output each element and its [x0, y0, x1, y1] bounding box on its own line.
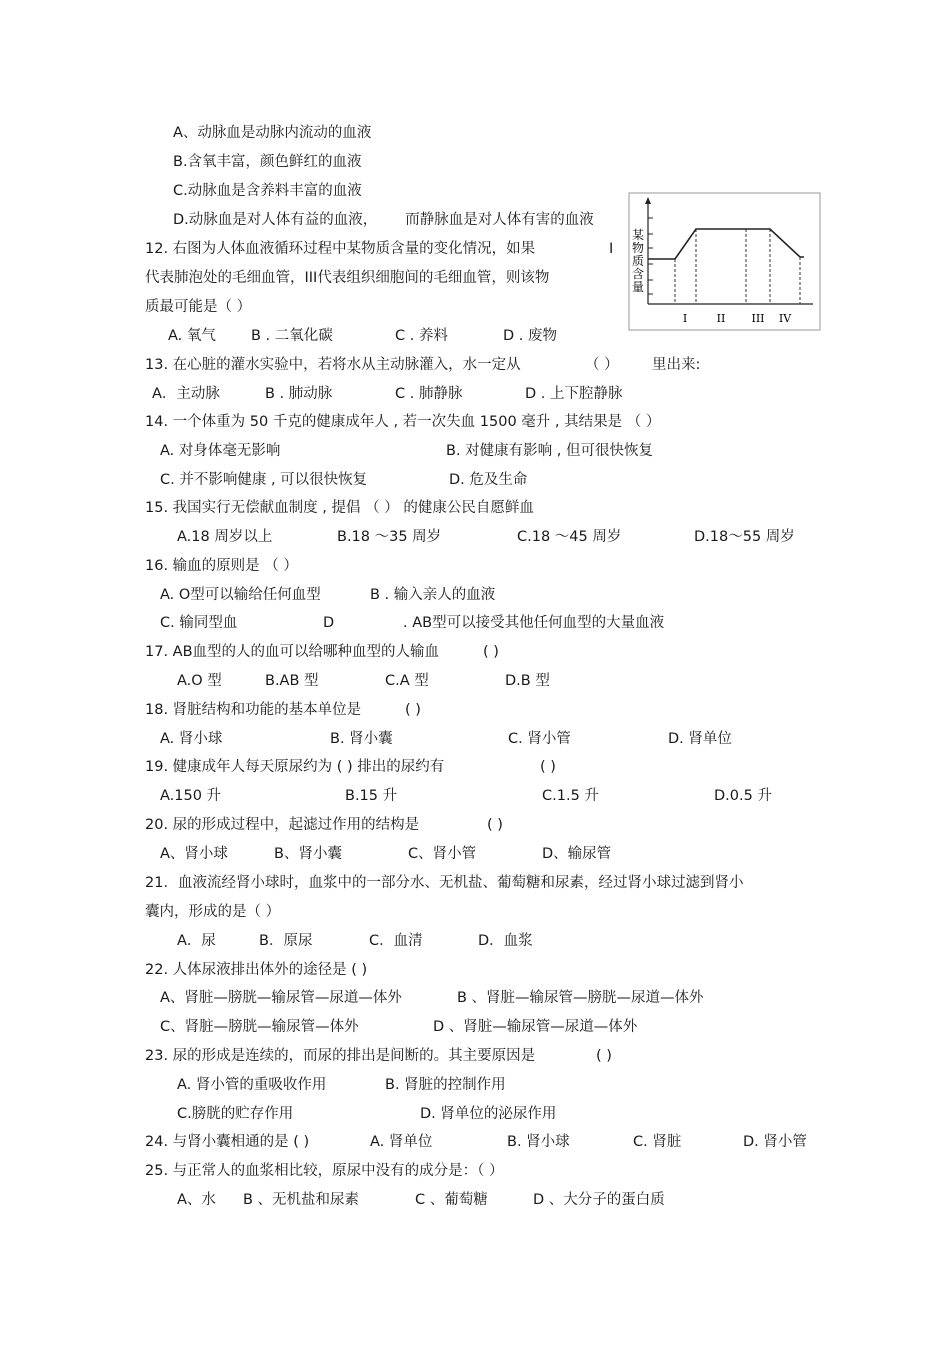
q22-option-b: B 、肾脏—输尿管—膀胱—尿道—体外	[457, 990, 704, 1006]
y-axis-label-char: 含	[631, 267, 645, 281]
q12-option-a: A. 氧气	[168, 328, 216, 344]
q20-option-c: C、肾小管	[408, 846, 477, 862]
q13-stem: 13. 在心脏的灌水实验中，若将水从主动脉灌入，水一定从	[145, 357, 521, 373]
q21-option-b: B．原尿	[259, 933, 313, 949]
q14-option-b: B. 对健康有影响 , 但可很快恢复	[446, 443, 653, 459]
q18-option-c: C. 肾小管	[508, 731, 571, 747]
q15-option-c: C.18 ～45 周岁	[517, 529, 622, 545]
substance-curve	[648, 229, 804, 259]
q23-option-c: C.膀胱的贮存作用	[177, 1106, 294, 1122]
q17-option-c: C.A 型	[385, 673, 429, 689]
q16-stem: 16. 输血的原则是 （ ）	[145, 558, 298, 574]
substance-level-graph	[628, 192, 822, 332]
q22-option-c: C、肾脏—膀胱—输尿管—体外	[160, 1019, 359, 1035]
q23-option-a: A. 肾小管的重吸收作用	[177, 1077, 327, 1093]
q18-option-a: A. 肾小球	[160, 731, 223, 747]
q16-option-a: A. O型可以输给任何血型	[160, 587, 321, 603]
q15-option-b: B.18 ～35 周岁	[337, 529, 442, 545]
q23-option-b: B. 肾脏的控制作用	[385, 1077, 506, 1093]
y-axis-label-char: 某	[631, 228, 645, 242]
q25-option-d: D 、大分子的蛋白质	[533, 1192, 665, 1208]
q24-option-b: B. 肾小球	[507, 1134, 570, 1150]
q16-option-b: B . 输入亲人的血液	[370, 587, 496, 603]
region-label-1: I	[682, 312, 688, 325]
q11-option-a: A、动脉血是动脉内流动的血液	[173, 125, 372, 141]
q18-answer-paren: ( )	[405, 702, 421, 718]
q16-option-d-text: . AB型可以接受其他任何血型的大量血液	[403, 615, 665, 631]
q21-stem-line2: 囊内，形成的是（ ）	[145, 904, 281, 920]
q15-stem: 15. 我国实行无偿献血制度 , 提倡 （ ） 的健康公民自愿鲜血	[145, 500, 534, 516]
q17-stem: 17. AB血型的人的血可以给哪种血型的人输血	[145, 644, 440, 660]
q24-option-a: A. 肾单位	[370, 1134, 433, 1150]
q25-stem: 25. 与正常人的血浆相比较，原尿中没有的成分是：（ ）	[145, 1163, 504, 1179]
q19-option-b: B.15 升	[345, 788, 398, 804]
q21-option-a: A．尿	[177, 933, 216, 949]
q12-option-d: D . 废物	[503, 328, 557, 344]
q17-option-b: B.AB 型	[265, 673, 319, 689]
q22-option-d: D 、肾脏—输尿管—尿道—体外	[433, 1019, 638, 1035]
q12-option-b: B . 二氧化碳	[251, 328, 333, 344]
q25-option-a: A、水	[177, 1192, 216, 1208]
q13-option-c: C . 肺静脉	[395, 386, 463, 402]
y-axis-label	[632, 228, 644, 294]
region-label-3: III	[751, 312, 765, 325]
q19-stem: 19. 健康成年人每天原尿约为 ( ) 排出的尿约有	[145, 759, 445, 775]
q11-option-d-part1: D.动脉血是对人体有益的血液，	[173, 212, 378, 228]
q12-stem-line2: 代表肺泡处的毛细血管，III代表组织细胞间的毛细血管，则该物	[145, 270, 550, 286]
q12-stem-line1-tail: I	[609, 241, 614, 257]
q17-answer-paren: ( )	[483, 644, 499, 660]
q25-option-b: B 、无机盐和尿素	[243, 1192, 360, 1208]
q15-option-a: A.18 周岁以上	[177, 529, 273, 545]
y-axis-label-char: 质	[631, 254, 645, 268]
region-label-4: IV	[778, 312, 792, 325]
region-label-2: II	[716, 312, 726, 325]
q21-stem-line1: 21．血液流经肾小球时，血浆中的一部分水、无机盐、葡萄糖和尿素，经过肾小球过滤到肾小	[145, 875, 744, 891]
q14-option-d: D. 危及生命	[449, 472, 528, 488]
q18-option-b: B. 肾小囊	[330, 731, 393, 747]
q19-option-c: C.1.5 升	[542, 788, 599, 804]
q24-option-d: D. 肾小管	[743, 1134, 807, 1150]
q18-option-d: D. 肾单位	[668, 731, 732, 747]
q20-stem: 20. 尿的形成过程中，起滤过作用的结构是	[145, 817, 420, 833]
q14-option-a: A. 对身体毫无影响	[160, 443, 281, 459]
q13-stem-tail: 里出来:	[652, 357, 701, 373]
q22-stem: 22. 人体尿液排出体外的途径是 ( )	[145, 962, 368, 978]
q11-option-c: C.动脉血是含养料丰富的血液	[173, 183, 362, 199]
q20-option-d: D、输尿管	[542, 846, 612, 862]
q12-stem-line3: 质最可能是（ ）	[145, 299, 252, 315]
q11-option-d	[173, 211, 594, 229]
graph-frame	[629, 193, 820, 330]
q22-option-a: A、肾脏—膀胱—输尿管—尿道—体外	[160, 990, 402, 1006]
q17-option-d: D.B 型	[505, 673, 550, 689]
q23-answer-paren: ( )	[596, 1048, 612, 1064]
q16-option-c: C. 输同型血	[160, 615, 238, 631]
q14-option-c: C. 并不影响健康 , 可以很快恢复	[160, 472, 368, 488]
q24-option-c: C. 肾脏	[633, 1134, 682, 1150]
q11-option-b: B.含氧丰富，颜色鲜红的血液	[173, 154, 362, 170]
q12-option-c: C . 养料	[395, 328, 448, 344]
y-axis-label-char: 物	[631, 241, 645, 255]
q21-option-d: D．血浆	[478, 933, 533, 949]
q19-option-d: D.0.5 升	[714, 788, 772, 804]
q20-option-a: A、肾小球	[160, 846, 228, 862]
q13-option-d: D . 上下腔静脉	[525, 386, 623, 402]
q13-option-b: B . 肺动脉	[265, 386, 333, 402]
q13-option-a: A．主动脉	[152, 386, 220, 402]
q20-option-b: B、肾小囊	[274, 846, 342, 862]
region-labels	[683, 312, 792, 325]
q16-option-d-letter: D	[323, 615, 335, 631]
q19-option-a: A.150 升	[160, 788, 222, 804]
q18-stem: 18. 肾脏结构和功能的基本单位是	[145, 702, 362, 718]
y-axis-ticks	[648, 218, 653, 294]
q12-stem-line1: 12. 右图为人体血液循环过程中某物质含量的变化情况，如果	[145, 241, 536, 257]
q17-option-a: A.O 型	[177, 673, 222, 689]
q21-option-c: C．血清	[369, 933, 423, 949]
q13-answer-paren: （ ）	[585, 357, 619, 373]
q24-stem: 24. 与肾小囊相通的是 ( )	[145, 1134, 310, 1150]
q15-option-d: D.18～55 周岁	[694, 529, 795, 545]
graph-svg	[628, 192, 822, 332]
q23-stem: 23. 尿的形成是连续的，而尿的排出是间断的。其主要原因是	[145, 1048, 536, 1064]
y-axis-arrow	[645, 197, 651, 204]
q25-option-c: C 、葡萄糖	[415, 1192, 488, 1208]
q11-option-d-part2: 而静脉血是对人体有害的血液	[405, 212, 594, 228]
y-axis-label-char: 量	[631, 280, 645, 294]
q23-option-d: D. 肾单位的泌尿作用	[420, 1106, 557, 1122]
q14-stem: 14. 一个体重为 50 千克的健康成年人 , 若一次失血 1500 毫升 , 其结果是 （ ）	[145, 414, 661, 430]
q19-answer-paren: ( )	[540, 759, 556, 775]
q20-answer-paren: ( )	[487, 817, 503, 833]
